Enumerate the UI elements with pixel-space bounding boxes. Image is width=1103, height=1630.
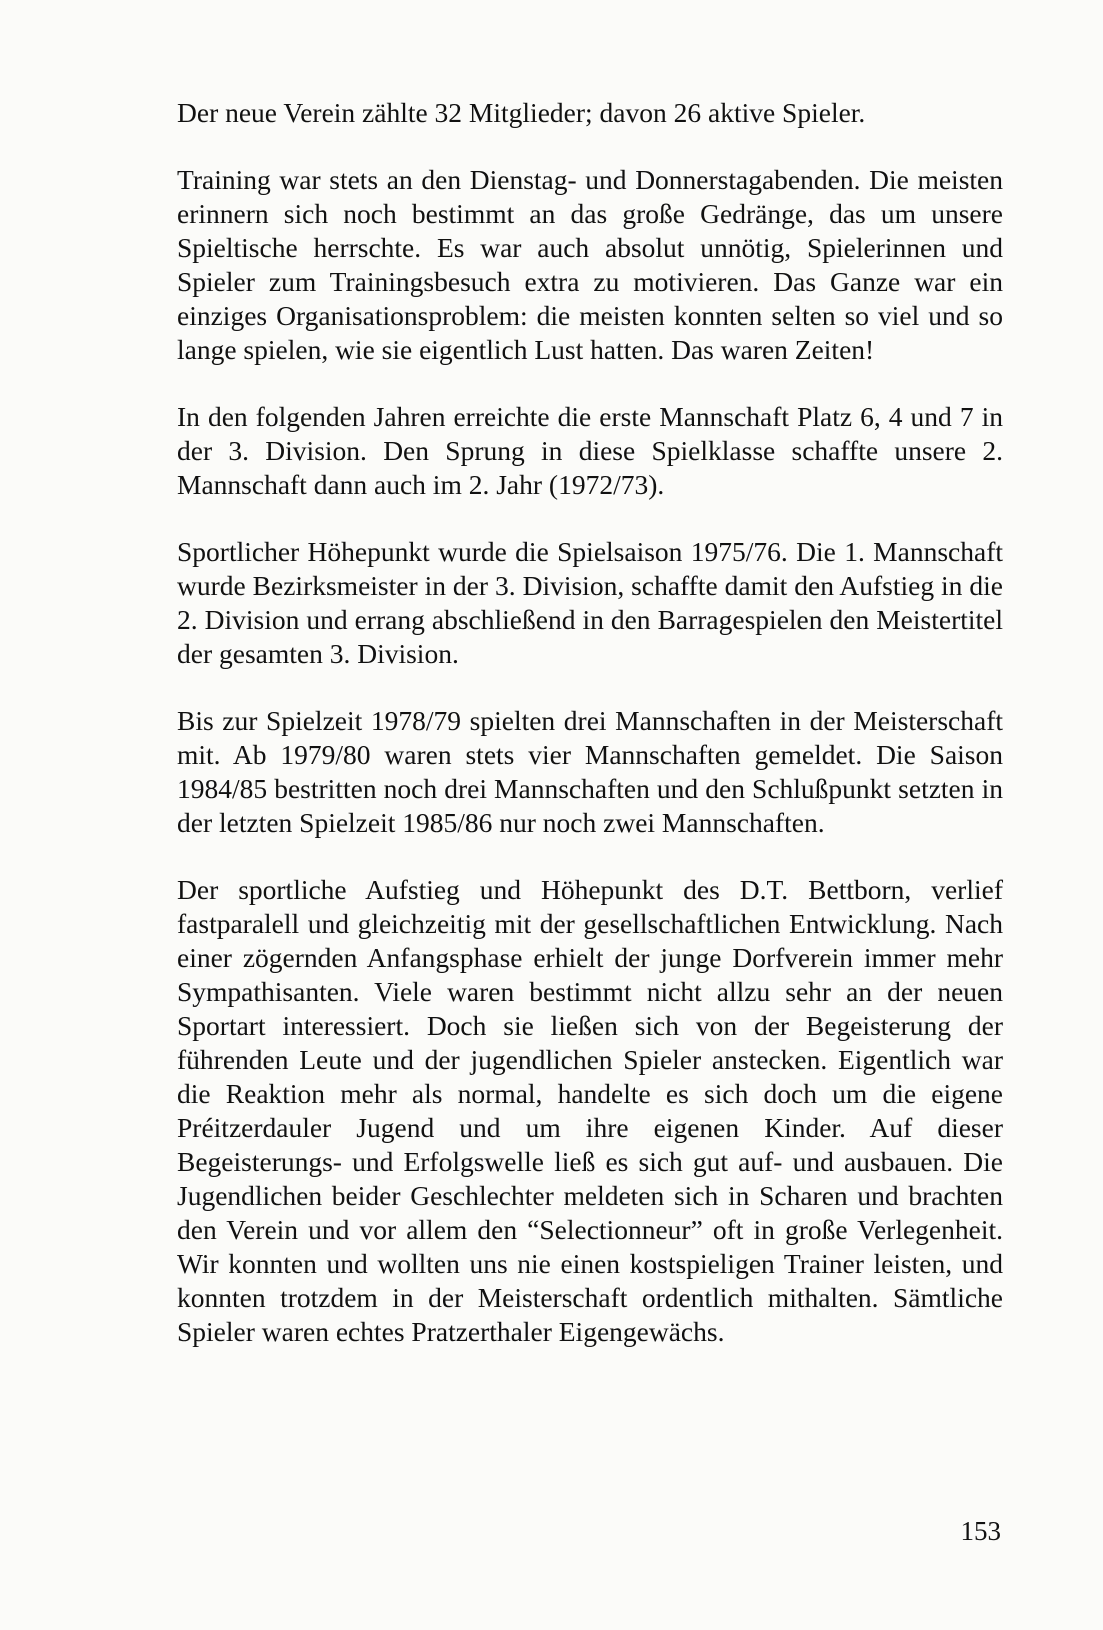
paragraph-members: Der neue Verein zählte 32 Mitglieder; davon 26 aktive Spieler.	[177, 97, 866, 128]
page-body	[177, 96, 1003, 1349]
paragraph-highlight-season: Sportlicher Höhepunkt wurde die Spielsaison 1975/76. Die 1. Mannschaft wurde Bezirksmeister in der 3. Division, schaffte damit den Aufstieg in die 2. Division und errang abschließend in den Barragespielen den Meistertitel der gesamten 3. Division.	[177, 536, 1003, 669]
paragraph-team-count: Bis zur Spielzeit 1978/79 spielten drei Mannschaften in der Meisterschaft mit. Ab 1979/80 waren stets vier Mannschaften gemeldet. Die Saison 1984/85 bestritten noch drei Mannschaften und den Schlußpunkt setzten in der letzten Spielzeit 1985/86 nur noch zwei Mannschaften.	[177, 705, 1003, 838]
paragraph-first-team: In den folgenden Jahren erreichte die erste Mannschaft Platz 6, 4 und 7 in der 3. Division. Den Sprung in diese Spielklasse schaffte unsere 2. Mannschaft dann auch im 2. Jahr (1972/73).	[177, 401, 1003, 500]
page-number: 153	[960, 1516, 1001, 1546]
paragraph-social-development: Der sportliche Aufstieg und Höhepunkt des D.T. Bettborn, verlief fastparalell und gleichzeitig mit der gesellschaftlichen Entwicklung. Nach einer zögernden Anfangsphase erhielt der junge Dorfverein immer mehr Sympathisanten. Viele waren bestimmt nicht allzu sehr an der neuen Sportart interessiert. Doch sie ließen sich von der Begeisterung der führenden Leute und der jugendlichen Spieler anstecken. Eigentlich war die Reaktion mehr als normal, handelte es sich doch um die eigene Préitzerdauler Jugend und um ihre eigenen Kinder. Auf dieser Begeisterungs- und Erfolgswelle ließ es sich gut auf- und ausbauen. Die Jugendlichen beider Geschlechter meldeten sich in Scharen und brachten den Verein und vor allem den “Selectionneur” oft in große Verlegenheit. Wir konnten und wollten uns nie einen kostspieligen Trainer leisten, und konnten trotzdem in der Meisterschaft ordentlich mithalten. Sämtliche Spieler waren echtes Pratzerthaler Eigengewächs.	[177, 874, 1003, 1347]
paragraph-training: Training war stets an den Dienstag- und Donnerstagabenden. Die meisten erinnern sich noch bestimmt an das große Gedränge, das um unsere Spieltische herrschte. Es war auch absolut unnötig, Spielerinnen und Spieler zum Trainingsbesuch extra zu motivieren. Das Ganze war ein einziges Organisationsproblem: die meisten konnten selten so viel und so lange spielen, wie sie eigentlich Lust hatten. Das waren Zeiten!	[177, 164, 1003, 365]
